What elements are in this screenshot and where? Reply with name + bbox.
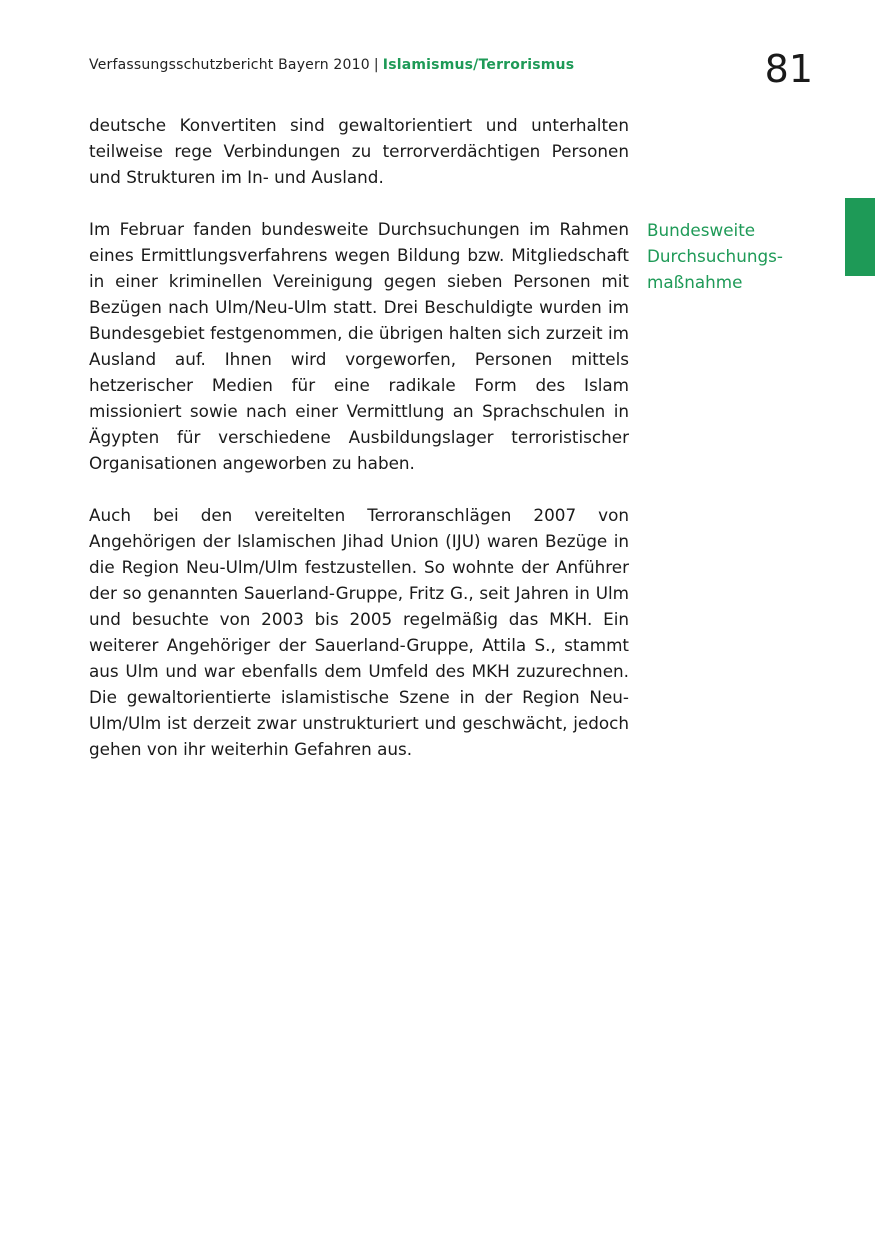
main-text <box>89 112 629 788</box>
margin-note-line: Bundesweite <box>647 220 756 240</box>
section-title: Islamismus/Terrorismus <box>382 57 575 73</box>
publication-title: Verfassungsschutzbericht Bayern 2010 <box>89 57 370 73</box>
paragraph: Im Februar fanden bundesweite Durchsuchungen im Rahmen eines Ermittlungsverfahrens wegen Bildung bzw. Mitgliedschaft in einer kriminellen Vereinigung gegen sieben Personen mit Bezügen nach Ulm/Neu-Ulm statt. Drei Beschuldigte wurden im Bundesgebiet festgenommen, die übrigen halten sich zurzeit im Ausland auf. Ihnen wird vorgeworfen, Personen mittels hetzerischer Medien für eine radikale Form des Islam missioniert sowie nach einer Vermittlung an Sprachschulen in Ägypten für verschiedene Ausbildungslager terroristischer Organisationen angeworben zu haben. <box>89 219 629 473</box>
running-header <box>89 57 574 73</box>
paragraph: Auch bei den vereitelten Terroranschlägen 2007 von Angehörigen der Islamischen Jihad Union (IJU) waren Bezüge in die Region Neu-Ulm/Ulm festzustellen. So wohnte der Anführer der so genannten Sauerland-Gruppe, Fritz G., seit Jahren in Ulm und besuchte von 2003 bis 2005 regelmäßig das MKH. Ein weiterer Angehöriger der Sauerland-Gruppe, Attila S., stammt aus Ulm und war ebenfalls dem Umfeld des MKH zuzurechnen. Die gewaltorientierte islamistische Szene in der Region Neu-Ulm/Ulm ist derzeit zwar unstrukturiert und geschwächt, jedoch gehen von ihr weiterhin Gefahren aus. <box>89 505 629 759</box>
chapter-tab-marker <box>845 198 875 276</box>
margin-note <box>647 217 827 295</box>
margin-note-line: maßnahme <box>647 272 743 292</box>
margin-note-line: Durchsuchungs- <box>647 246 783 266</box>
paragraph: deutsche Konvertiten sind gewaltorientiert und unterhalten teilweise rege Verbindungen zu terrorverdächtigen Personen und Strukturen im In- und Ausland. <box>89 115 629 187</box>
page-number: 81 <box>764 47 813 91</box>
header-separator: | <box>373 57 379 73</box>
